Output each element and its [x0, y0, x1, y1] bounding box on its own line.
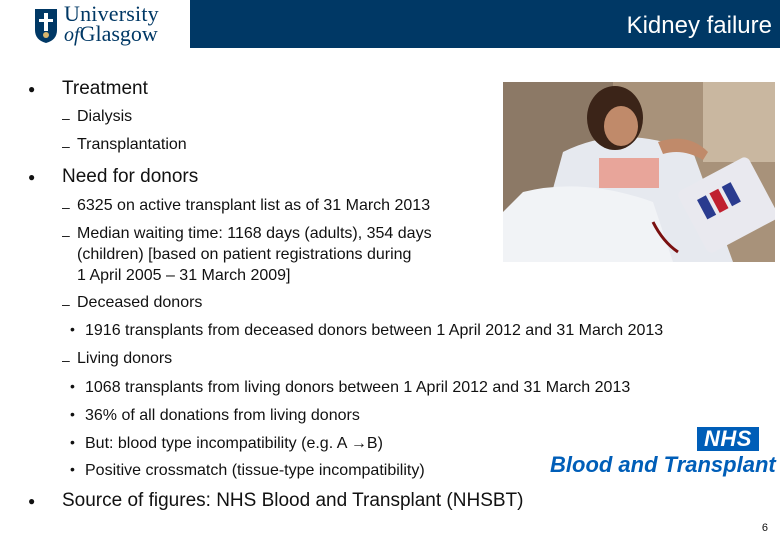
median-line-1: Median waiting time: 1168 days (adults), 354 days: [77, 225, 432, 242]
living-percentage-item: 36% of all donations from living donors: [85, 407, 360, 424]
dot-icon: •: [70, 321, 75, 337]
dash-icon: –: [62, 199, 70, 215]
dot-icon: •: [70, 461, 75, 477]
dash-icon: –: [62, 352, 70, 368]
living-transplants-item: 1068 transplants from living donors between 1 April 2012 and 31 March 2013: [85, 379, 631, 396]
slide-title: Kidney failure: [626, 12, 772, 39]
dialysis-item: Dialysis: [77, 108, 133, 125]
blood-type-item: But: blood type incompatibility (e.g. A →B): [85, 435, 383, 452]
treatment-heading: Treatment: [62, 78, 148, 99]
source-line: Source of figures: NHS Blood and Transplant (NHSBT): [62, 490, 524, 511]
median-line-3: 1 April 2005 – 31 March 2009]: [77, 267, 291, 284]
nhs-logo-subtitle: Blood and Transplant: [550, 452, 776, 477]
transplantation-item: Transplantation: [77, 136, 187, 153]
dot-icon: •: [70, 434, 75, 450]
bullet-icon: ●: [28, 82, 36, 96]
dash-icon: –: [62, 296, 70, 312]
living-donors-item: Living donors: [77, 350, 173, 367]
logo-line1: University: [64, 1, 159, 26]
deceased-donors-item: Deceased donors: [77, 294, 203, 311]
patient-photo-illustration: [503, 82, 775, 262]
bullet-icon: ●: [28, 170, 36, 184]
dash-icon: –: [62, 110, 70, 126]
dot-icon: •: [70, 406, 75, 422]
bullet-icon: ●: [28, 494, 36, 508]
active-list-item: 6325 on active transplant list as of 31 March 2013: [77, 197, 431, 214]
logo-of: of: [64, 24, 80, 46]
dot-icon: •: [70, 378, 75, 394]
crossmatch-item: Positive crossmatch (tissue-type incompatibility): [85, 462, 425, 479]
page-number: 6: [761, 522, 768, 534]
deceased-transplants-item: 1916 transplants from deceased donors between 1 April 2012 and 31 March 2013: [85, 322, 664, 339]
logo-line2: Glasgow: [79, 21, 158, 46]
crest-icon: [34, 8, 58, 44]
nhs-logo-badge: NHS: [697, 427, 759, 451]
median-line-2: (children) [based on patient registrations during: [77, 246, 412, 263]
university-logo: [0, 0, 190, 48]
need-for-donors-heading: Need for donors: [62, 166, 199, 187]
dash-icon: –: [62, 138, 70, 154]
patient-photo: [503, 82, 775, 262]
dash-icon: –: [62, 227, 70, 243]
